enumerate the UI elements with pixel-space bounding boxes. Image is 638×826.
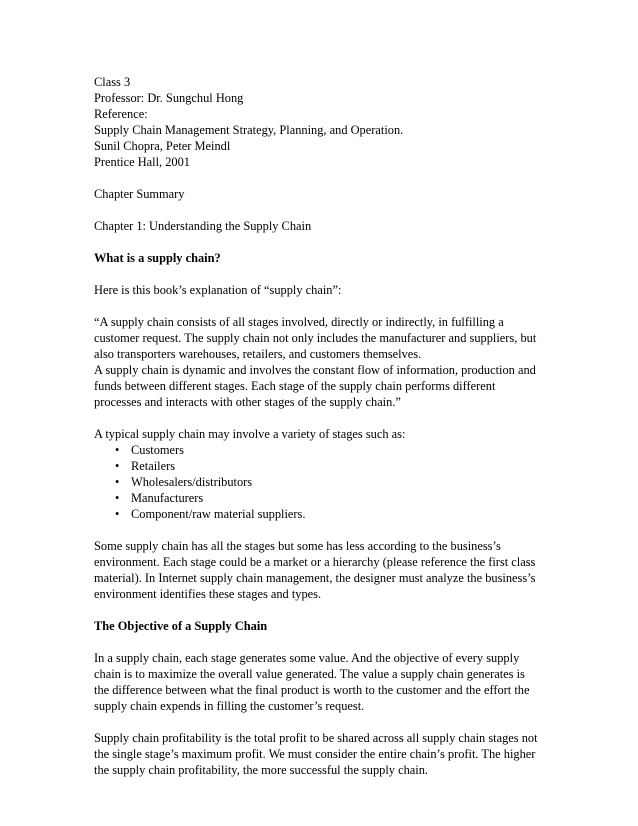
quote-line: also transporters warehouses, retailers, and customers themselves. xyxy=(94,347,422,361)
book-title: Supply Chain Management Strategy, Planning, and Operation. xyxy=(94,123,404,137)
quote-line: A supply chain is dynamic and involves the constant flow of information, production and xyxy=(94,363,536,377)
paragraph-line: environment. Each stage could be a market or a hierarchy (please reference the first class xyxy=(94,555,536,569)
list-item: • Manufacturers xyxy=(115,491,204,505)
paragraph-line: chain is to maximize the overall value generated. The value a supply chain generates is xyxy=(94,667,525,681)
list-item: • Component/raw material suppliers. xyxy=(115,507,306,521)
paragraph-line: material). In Internet supply chain management, the designer must analyze the business’s xyxy=(94,571,536,585)
paragraph-line: supply chain expends in filling the customer’s request. xyxy=(94,699,365,713)
definition-intro: Here is this book’s explanation of “supply chain”: xyxy=(94,283,342,297)
section-heading-objective: The Objective of a Supply Chain xyxy=(94,619,268,633)
paragraph-line: the difference between what the final product is worth to the customer and the effort the xyxy=(94,683,530,697)
chapter-summary-title: Chapter Summary xyxy=(94,187,185,201)
bullet-icon: • xyxy=(115,507,120,521)
class-line: Class 3 xyxy=(94,75,131,89)
paragraph-line: the single stage’s maximum profit. We must consider the entire chain’s profit. The higher xyxy=(94,747,536,761)
section-heading-what-is-supply-chain: What is a supply chain? xyxy=(94,251,221,265)
bullet-icon: • xyxy=(115,475,120,489)
list-item: • Customers xyxy=(115,443,185,457)
definition-quote xyxy=(94,314,549,410)
value-paragraph xyxy=(94,650,549,714)
profitability-paragraph xyxy=(94,730,549,778)
quote-line: “A supply chain consists of all stages involved, directly or indirectly, in fulfilling a xyxy=(94,315,504,329)
environment-paragraph xyxy=(94,538,549,602)
paragraph-line: In a supply chain, each stage generates some value. And the objective of every supply xyxy=(94,651,520,665)
bullet-icon: • xyxy=(115,443,120,457)
reference-label: Reference: xyxy=(94,107,148,121)
bullet-icon: • xyxy=(115,459,120,473)
paragraph-line: the supply chain profitability, the more successful the supply chain. xyxy=(94,763,429,777)
book-publisher: Prentice Hall, 2001 xyxy=(94,155,191,169)
chapter-title: Chapter 1: Understanding the Supply Chain xyxy=(94,219,312,233)
bullet-icon: • xyxy=(115,491,120,505)
document-header xyxy=(94,74,549,170)
list-item: • Wholesalers/distributors xyxy=(115,475,253,489)
paragraph-line: Supply chain profitability is the total profit to be shared across all supply chain stages not xyxy=(94,731,538,745)
quote-line: processes and interacts with other stages of the supply chain.” xyxy=(94,395,401,409)
stages-intro: A typical supply chain may involve a variety of stages such as: xyxy=(94,427,406,441)
document-page xyxy=(94,74,549,778)
book-authors: Sunil Chopra, Peter Meindl xyxy=(94,139,231,153)
stages-list xyxy=(94,442,549,522)
paragraph-line: environment identifies these stages and types. xyxy=(94,587,322,601)
quote-line: customer request. The supply chain not only includes the manufacturer and suppliers, but xyxy=(94,331,537,345)
paragraph-line: Some supply chain has all the stages but some has less according to the business’s xyxy=(94,539,501,553)
professor-line: Professor: Dr. Sungchul Hong xyxy=(94,91,244,105)
list-item: • Retailers xyxy=(115,459,176,473)
quote-line: funds between different stages. Each stage of the supply chain performs different xyxy=(94,379,496,393)
